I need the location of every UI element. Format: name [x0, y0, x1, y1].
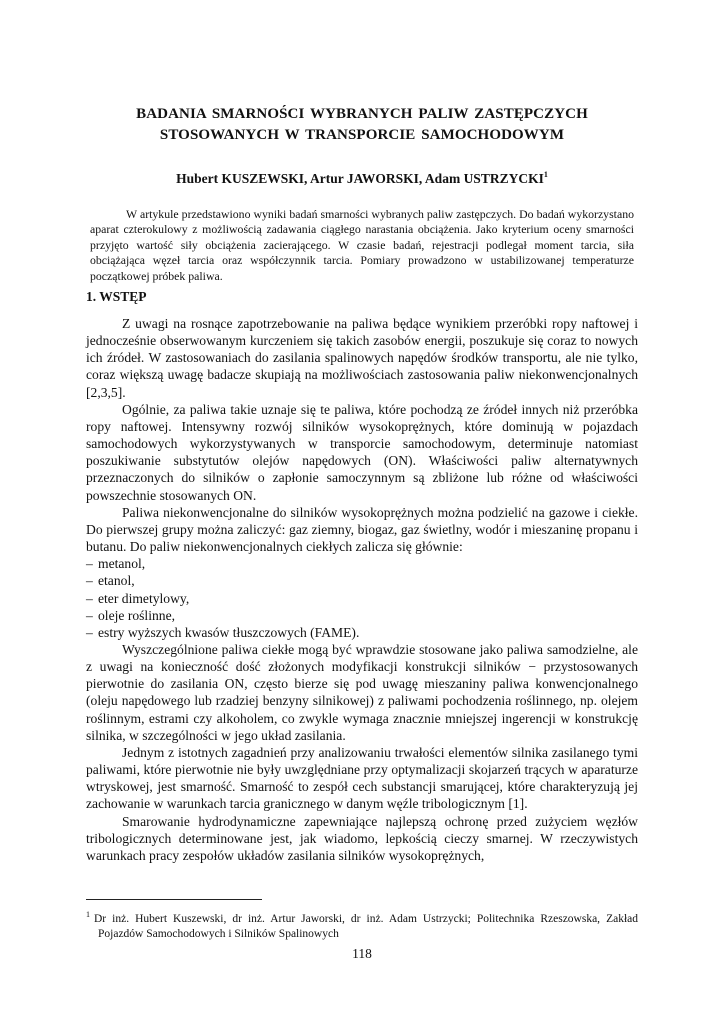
paragraph: Wyszczególnione paliwa ciekłe mogą być wprawdzie stosowane jako paliwa samodzielne, ale z uwagi na konieczność dość złożonych modyfikacji konstrukcji silników − przystosowanych pierwotnie do zasilania ON, często bierze się pod uwagę mieszaniny paliwa konwencjonalnego (oleju napędowego lub rzadziej benzyny silnikowej) z paliwami pochodzenia roślinnego, np. olejem roślinnym, estrami czy alkoholem, co zwykle wymaga znacznie mniejszej ingerencji w konstrukcję silnika, w szczególności w jego układ zasilania.: [86, 641, 638, 743]
author-list: [86, 170, 638, 187]
list-item: – metanol,: [86, 555, 638, 572]
list-item: – oleje roślinne,: [86, 607, 638, 624]
paper-title: [86, 104, 638, 146]
title-line-2: STOSOWANYCH W TRANSPORCIE SAMOCHODOWYM: [159, 127, 565, 143]
list-item: – etanol,: [86, 572, 638, 589]
author-names: Hubert KUSZEWSKI, Artur JAWORSKI, Adam USTRZYCKI: [176, 171, 544, 186]
footnote-text: Dr inż. Hubert Kuszewski, dr inż. Artur Jaworski, dr inż. Adam Ustrzycki; Politechnika Rzeszowska, Zakład Pojazdów Samochodowych i Silników Spalinowych: [94, 913, 638, 940]
page-number: 118: [352, 946, 372, 961]
paragraph: Smarowanie hydrodynamiczne zapewniające najlepszą ochronę przed zużyciem węzłów tribologicznych determinowane jest, jak wiadomo, lepkością cieczy smarnej. W rzeczywistych warunkach pracy zespołów układów zasilania silników wysokoprężnych,: [86, 813, 638, 863]
abstract: W artykule przedstawiono wyniki badań smarności wybranych paliw zastępczych. Do badań wykorzystano aparat czterokulowy z możliwością zadawania ciągłego narastania obciążenia. Jako kryterium oceny smarności przyjęto wartość siły obciążenia zacierającego. W czasie badań, rejestracji podlegał moment tarcia, siła obciążająca węzeł tarcia oraz współczynnik tarcia. Pomiary prowadzono w ustabilizowanej temperaturze początkowej próbek paliwa.: [90, 207, 634, 283]
list-item: – estry wyższych kwasów tłuszczowych (FAME).: [86, 624, 638, 641]
paragraph: Jednym z istotnych zagadnień przy analizowaniu trwałości elementów silnika zasilanego tymi paliwami, które pierwotnie nie były uwzględniane przy optymalizacji skojarzeń trących w aparaturze wtryskowej, jest smarność. Smarność to zespół cech substancji smarującej, które charakteryzują jej zachowanie w warunkach tarcia granicznego w danym węźle tribologicznym [1].: [86, 744, 638, 812]
paragraph: Z uwagi na rosnące zapotrzebowanie na paliwa będące wynikiem przeróbki ropy naftowej i jednocześnie obserwowanym kurczeniem się takich zasobów energii, poszukuje się coraz to nowych ich źródeł. W zastosowaniach do zasilania spalinowych napędów środków transportu, ale nie tylko, coraz większą uwagę badacze skupiają na możliwościach zastosowania paliw niekonwencjonalnych [2,3,5].: [86, 316, 638, 400]
section-heading: 1. WSTĘP: [86, 289, 147, 304]
footnote-divider: [86, 899, 262, 900]
paragraph: Paliwa niekonwencjonalne do silników wysokoprężnych można podzielić na gazowe i ciekłe. Do pierwszej grupy można zaliczyć: gaz ziemny, biogaz, gaz świetlny, wodór i mieszaninę propanu i butanu. Do paliw niekonwencjonalnych ciekłych zalicza się głównie:: [86, 504, 638, 555]
author-footnote-mark: 1: [543, 170, 548, 179]
paragraph: Ogólnie, za paliwa takie uznaje się te paliwa, które pochodzą ze źródeł innych niż przeróbka ropy naftowej. Intensywny rozwój silników wysokoprężnych, które dominują w pojazdach samochodowych wykorzystywanych w transporcie samochodowym, determinuje natomiast poszukiwanie substytutów olejów napędowych (ON). Właściwości paliw alternatywnych przeznaczonych do silników o zapłonie samoczynnym są zbliżone lub różne od właściwości powszechnie stosowanych ON.: [86, 401, 638, 503]
section-body: [86, 315, 638, 864]
footnote-mark: 1: [86, 910, 90, 919]
title-line-1: BADANIA SMARNOŚCI WYBRANYCH PALIW ZASTĘPCZYCH: [136, 106, 588, 122]
fuel-list: [86, 555, 638, 641]
list-item: – eter dimetylowy,: [86, 590, 638, 607]
footnote: [86, 907, 638, 942]
